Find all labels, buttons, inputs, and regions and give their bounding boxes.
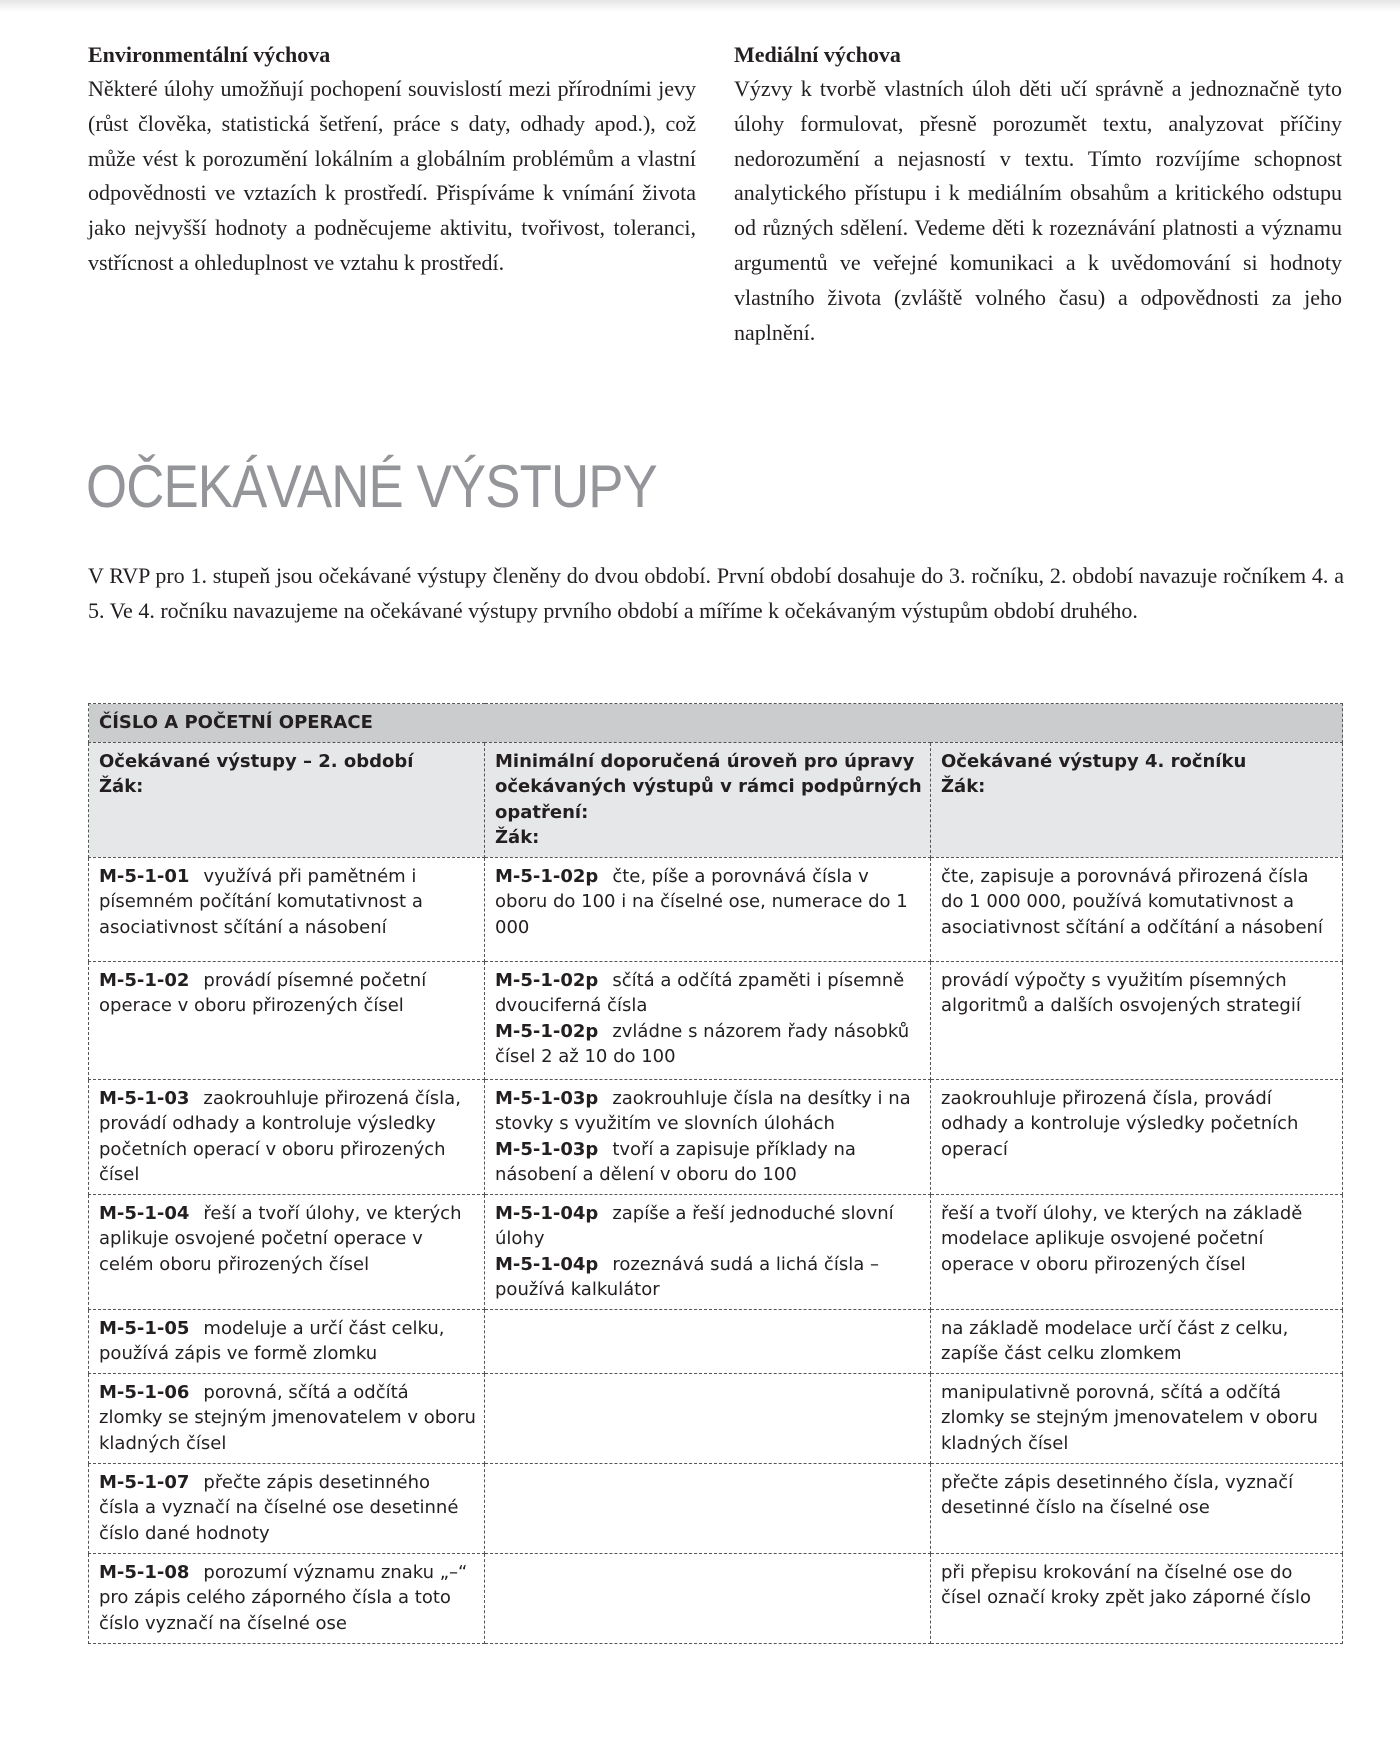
section-title: OČEKÁVANÉ VÝSTUPY (86, 453, 657, 520)
page-top-shadow (0, 0, 1400, 12)
outcome-code: M-5-1-05 (99, 1317, 190, 1339)
outcome-text: rozeznává sudá a lichá čísla – používá kalkulátor (495, 1253, 879, 1300)
outcome-code: M-5-1-03 (99, 1087, 190, 1109)
minimal-level-entry (495, 1252, 922, 1303)
environmental-education-column (88, 38, 696, 350)
column-header-period-2 (89, 742, 485, 857)
table-row (89, 1553, 1343, 1643)
column-header-title: Očekávané výstupy 4. ročníku (941, 750, 1247, 772)
minimal-level-cell (485, 1194, 931, 1309)
outcome-period-2-cell (89, 1194, 485, 1309)
outcome-text: zaokrouhluje čísla na desítky i na stovky s využitím ve slovních úlohách (495, 1087, 911, 1134)
outcome-text: porozumí významu znaku „–“ pro zápis celého záporného čísla a toto číslo vyznačí na číselné ose (99, 1561, 468, 1634)
column-header-grade-4 (931, 742, 1343, 857)
intro-paragraph: V RVP pro 1. stupeň jsou očekávané výstupy členěny do dvou období. První období dosahuje do 3. ročníku, 2. období navazuje ročníkem 4. a 5. Ve 4. ročníku navazujeme na očekávané výstupy prvního období a míříme k očekávaným výstupům období druhého. (88, 563, 1344, 623)
grade-4-outcome-cell: manipulativně porovná, sčítá a odčítá zlomky se stejným jmenovatelem v oboru kladných čísel (931, 1373, 1343, 1463)
outcome-text: sčítá a odčítá zpaměti i písemně dvouciferná čísla (495, 969, 905, 1016)
environmental-education-heading: Environmentální výchova (88, 42, 331, 67)
table-row (89, 1194, 1343, 1309)
minimal-level-entry (495, 1086, 922, 1137)
outcomes-table (88, 703, 1343, 1644)
minimal-level-cell (485, 857, 931, 961)
outcome-text: využívá při pamětném i písemném počítání komutativnost a asociativnost sčítání a násobení (99, 865, 423, 938)
column-header-title: Očekávané výstupy – 2. období (99, 750, 414, 772)
minimal-level-entry (495, 968, 922, 1019)
outcome-text: modeluje a určí část celku, používá zápis ve formě zlomku (99, 1317, 445, 1364)
grade-4-outcome-cell: na základě modelace určí část z celku, zapíše část celku zlomkem (931, 1309, 1343, 1373)
outcome-code: M-5-1-04p (495, 1202, 599, 1224)
media-education-heading: Mediální výchova (734, 42, 901, 67)
outcome-text: zvládne s názorem řady násobků čísel 2 až 10 do 100 (495, 1020, 910, 1067)
outcome-code: M-5-1-04 (99, 1202, 190, 1224)
grade-4-outcome-cell: provádí výpočty s využitím písemných algoritmů a dalších osvojených strategií (931, 961, 1343, 1079)
minimal-level-cell-empty (485, 1553, 931, 1643)
minimal-level-entry (495, 1201, 922, 1252)
outcome-period-2-cell (89, 961, 485, 1079)
outcome-code: M-5-1-03p (495, 1138, 599, 1160)
grade-4-outcome-cell: zaokrouhluje přirozená čísla, provádí odhady a kontroluje výsledky početních operací (931, 1079, 1343, 1194)
outcome-code: M-5-1-02p (495, 1020, 599, 1042)
outcome-period-2-cell (89, 1309, 485, 1373)
minimal-level-cell-empty (485, 1373, 931, 1463)
outcome-code: M-5-1-02p (495, 865, 599, 887)
outcome-code: M-5-1-08 (99, 1561, 190, 1583)
outcome-code: M-5-1-02p (495, 969, 599, 991)
column-header-subtitle: Žák: (941, 776, 986, 797)
table-row (89, 857, 1343, 961)
outcome-period-2-cell (89, 1079, 485, 1194)
outcome-text: porovná, sčítá a odčítá zlomky se stejným jmenovatelem v oboru kladných čísel (99, 1381, 476, 1454)
grade-4-outcome-cell: přečte zápis desetinného čísla, vyznačí desetinné číslo na číselné ose (931, 1463, 1343, 1553)
column-header-subtitle: Žák: (99, 776, 144, 797)
minimal-level-entry (495, 1137, 922, 1188)
minimal-level-cell (485, 961, 931, 1079)
table-column-header-row (89, 742, 1343, 857)
environmental-education-text: Některé úlohy umožňují pochopení souvislostí mezi přírodními jevy (růst člověka, statistická šetření, práce s daty, odhady apod.), což může vést k porozumění lokálním a globálním problémům a vlastní odpovědnosti ve vztazích k prostředí. Přispíváme k vnímání života jako nejvyšší hodnoty a podněcujeme aktivitu, tvořivost, toleranci, vstřícnost a ohleduplnost ve vztahu k prostředí. (88, 76, 696, 275)
column-header-title: Minimální doporučená úroveň pro úpravy očekávaných výstupů v rámci podpůrných opatření: (495, 750, 922, 823)
column-header-subtitle: Žák: (495, 827, 540, 848)
outcome-text: čte, píše a porovnává čísla v oboru do 100 i na číselné ose, numerace do 1 000 (495, 865, 908, 938)
outcome-text: řeší a tvoří úlohy, ve kterých aplikuje osvojené početní operace v celém oboru přirozených čísel (99, 1202, 462, 1275)
outcome-text: přečte zápis desetinného čísla a vyznačí na číselné ose desetinné číslo dané hodnoty (99, 1471, 459, 1544)
outcome-text: provádí písemné početní operace v oboru přirozených čísel (99, 969, 427, 1016)
grade-4-outcome-cell: řeší a tvoří úlohy, ve kterých na základě modelace aplikuje osvojené početní operace v oboru přirozených čísel (931, 1194, 1343, 1309)
outcome-period-2-cell (89, 1463, 485, 1553)
media-education-column (734, 38, 1342, 350)
cross-curricular-columns (88, 38, 1342, 350)
minimal-level-cell-empty (485, 1463, 931, 1553)
table-section-header-row (89, 704, 1343, 743)
table-section-header: ČÍSLO A POČETNÍ OPERACE (89, 704, 1343, 743)
grade-4-outcome-cell: čte, zapisuje a porovnává přirozená čísla do 1 000 000, používá komutativnost a asociativnost sčítání a odčítání a násobení (931, 857, 1343, 961)
minimal-level-entry (495, 1019, 922, 1070)
outcome-code: M-5-1-07 (99, 1471, 190, 1493)
outcome-period-2-cell (89, 1553, 485, 1643)
media-education-text: Výzvy k tvorbě vlastních úloh děti učí správně a jednoznačně tyto úlohy formulovat, přesně porozumět textu, analyzovat příčiny nedorozumění a nejasností v textu. Tímto rozvíjíme schopnost analytického přístupu i k mediálním obsahům a kritického odstupu od různých sdělení. Vedeme děti k rozeznávání platnosti a významu argumentů ve veřejné komunikaci a k uvědomování si hodnoty vlastního života (zvláště volného času) a odpovědnosti za jeho naplnění. (734, 76, 1342, 345)
outcome-text: zaokrouhluje přirozená čísla, provádí odhady a kontroluje výsledky početních operací v oboru přirozených čísel (99, 1087, 461, 1185)
minimal-level-cell-empty (485, 1309, 931, 1373)
outcome-code: M-5-1-01 (99, 865, 190, 887)
outcome-text: tvoří a zapisuje příklady na násobení a dělení v oboru do 100 (495, 1138, 856, 1185)
table-row (89, 1373, 1343, 1463)
minimal-level-cell (485, 1079, 931, 1194)
table-row (89, 961, 1343, 1079)
minimal-level-entry (495, 864, 922, 941)
outcome-code: M-5-1-04p (495, 1253, 599, 1275)
outcome-code: M-5-1-02 (99, 969, 190, 991)
outcome-period-2-cell (89, 1373, 485, 1463)
column-header-minimal-level (485, 742, 931, 857)
table-row (89, 1309, 1343, 1373)
table-row (89, 1463, 1343, 1553)
outcome-text: zapíše a řeší jednoduché slovní úlohy (495, 1202, 894, 1249)
grade-4-outcome-cell: při přepisu krokování na číselné ose do čísel označí kroky zpět jako záporné číslo (931, 1553, 1343, 1643)
table-row (89, 1079, 1343, 1194)
outcome-code: M-5-1-03p (495, 1087, 599, 1109)
outcome-code: M-5-1-06 (99, 1381, 190, 1403)
outcome-period-2-cell (89, 857, 485, 961)
